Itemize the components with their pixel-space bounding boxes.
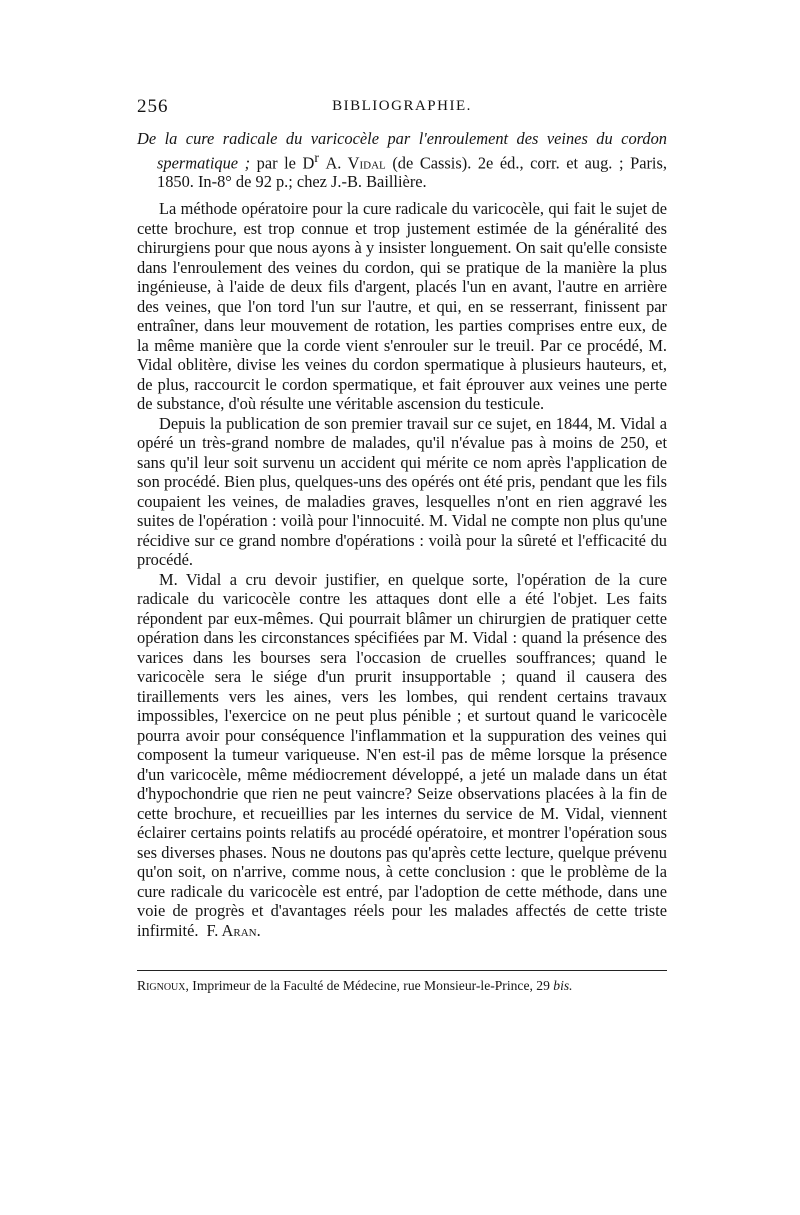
paragraph-2: Depuis la publication de son premier travail sur ce sujet, en 1844, M. Vidal a opéré un très-grand nombre de malades, qu'il n'évalue pas à moins de 250, et sans qu'il leur soit survenu un accident qui mérite ce nom après l'application de son procédé. Bien plus, quelques-uns des opérés ont été pris, pendant que les fils coupaient les veines, de maladies graves, lesquelles n'ont en rien aggravé les suites de l'opération : voilà pour l'innocuité. M. Vidal ne compte non plus qu'une récidive sur ce grand nombre d'opérations : voilà pour la sûreté et l'efficacité du procédé. [137, 413, 667, 570]
entry-author: A. Vidal [325, 153, 386, 173]
printer-text: Imprimeur de la Faculté de Médecine, rue Monsieur-le-Prince, 29 [188, 978, 554, 994]
paragraph-3-text: M. Vidal a cru devoir justifier, en quelque sorte, l'opération de la cure radicale du varicocèle contre les attaques dont elle a été l'objet. Les faits répondent par eux-mêmes. Qui pourrait blâmer un chirurgien de pratiquer cette opération dans les circonstances spécifiées par M. Vidal : quand la présence des varices dans les bourses sera l'occasion de cruelles souffrances; quand le varicocèle sera le siége d'un prurit insupportable ; quand il causera des tiraillements vers les aines, vers les lombes, qui rendent certains travaux impossibles, l'exercice on ne peut plus pénible ; et surtout quand le varicocèle pourra avoir pour conséquence l'inflammation et la suppuration des veines qui composent la tumeur variqueuse. N'en est-il pas de même lorsque la présence d'un varicocèle, même médiocrement développé, a jeté un malade dans un état d'hypochondrie que rien ne peut vaincre? Seize observations placées à la fin de cette brochure, et recueillies par les internes du service de M. Vidal, viennent éclairer certains points relatifs au procédé opératoire, et montrer l'opération sous ses diverses phases. Nous ne doutons pas qu'après cette lecture, quelque prévenu qu'on soit, on n'arrive, comme nous, à cette conclusion : que le problème de la cure radicale du varicocèle est entré, par l'adoption de cette méthode, dans une voie de progrès et d'avantages réels pour les malades affectés de cette triste infirmité. [137, 569, 667, 940]
entry-details: (de Cassis). 2e éd., corr. et aug. ; Paris, 1850. In-8° de 92 p.; chez J.-B. Baillière. [157, 153, 667, 192]
footer-rule [137, 970, 667, 971]
paragraph-3 [137, 570, 667, 941]
page [137, 96, 667, 995]
page-number: 256 [137, 96, 169, 117]
paragraph-1: La méthode opératoire pour la cure radicale du varicocèle, qui fait le sujet de cette brochure, est trop connue et trop justement estimée de la généralité des chirurgiens pour que nous ayons à y insister longuement. On sait qu'elle consiste dans l'enroulement des veines du cordon, qui se pratique de la manière la plus ingénieuse, à l'aide de deux fils d'argent, placés l'un en avant, l'autre en arrière des veines, que l'on tord l'un sur l'autre, et qui, en se resserrant, finissent par entraîner, dans leur mouvement de rotation, les parties comprises entre eux, de la même manière que la corde vient s'enrouler sur le treuil. Par ce procédé, M. Vidal oblitère, divise les veines du cordon spermatique à plusieurs hauteurs, et, de plus, raccourcit le cordon spermatique, et fait éprouver aux veines une perte de substance, d'où résulte une véritable ascension du testicule. [137, 199, 667, 414]
printer-suffix: bis. [553, 978, 573, 994]
entry-title: De la cure radicale du varicocèle par l'enroulement des veines du cordon spermatique ; [137, 129, 667, 173]
bibliography-entry [137, 129, 667, 191]
running-head [137, 96, 667, 122]
entry-by-sup: r [314, 150, 319, 165]
entry-by: par le D [256, 153, 315, 173]
printer-name: Rignoux, [137, 978, 189, 994]
running-title: BIBLIOGRAPHIE. [332, 98, 472, 114]
printer-line [137, 977, 667, 995]
review-body [137, 199, 667, 940]
signature: F. Aran. [206, 920, 261, 940]
